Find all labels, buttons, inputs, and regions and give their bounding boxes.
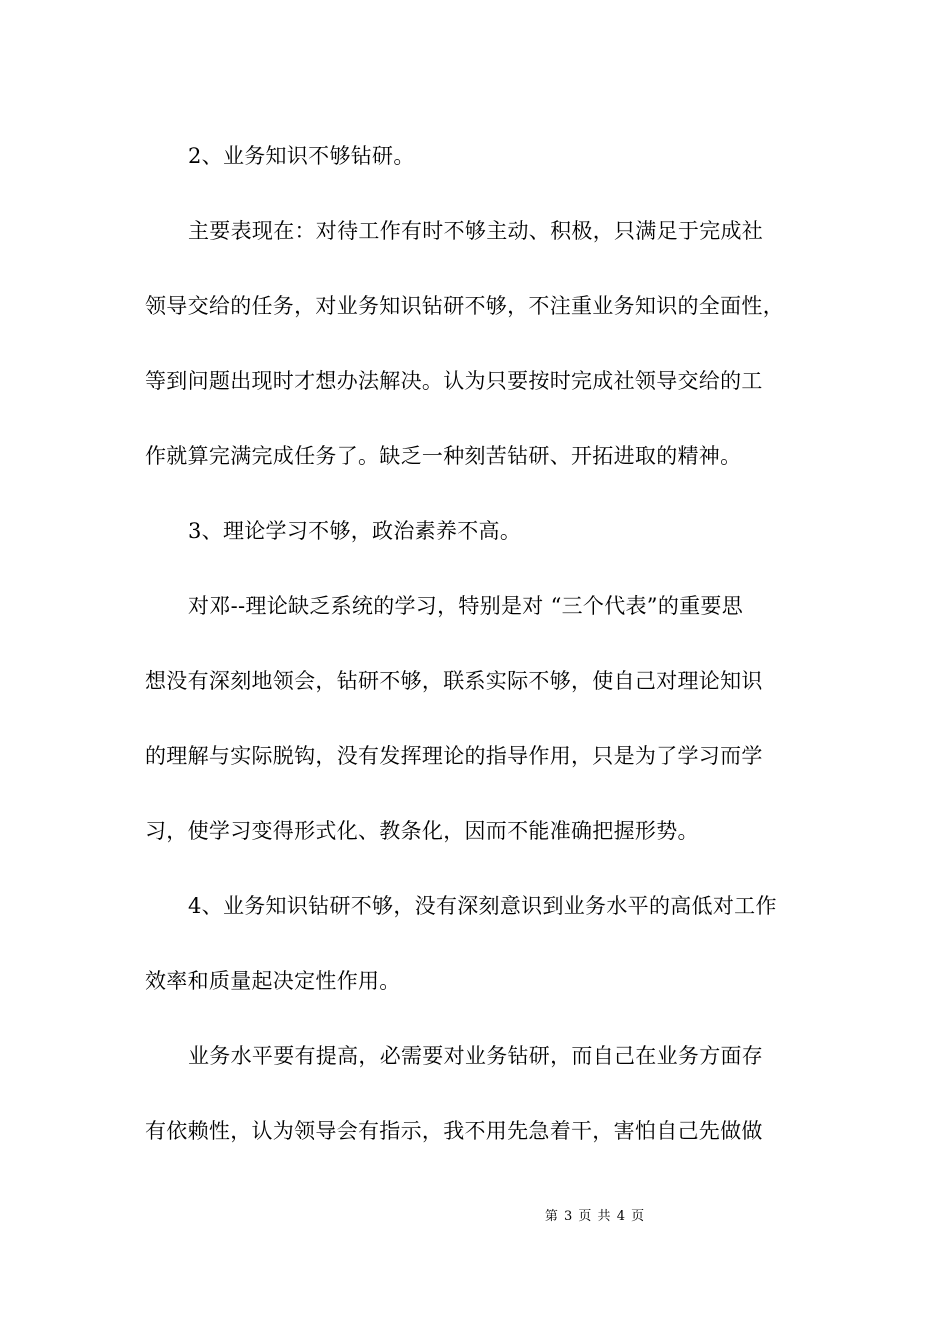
paragraph-line: 业务水平要有提高，必需要对业务钻研，而自己在业务方面存 — [188, 1044, 764, 1068]
paragraph-line: 作就算完满完成任务了。缺乏一种刻苦钻研、开拓进取的精神。 — [145, 444, 742, 468]
section-heading-2: 2、业务知识不够钻研。 — [188, 144, 415, 168]
paragraph-line: 有依赖性，认为领导会有指示，我不用先急着干，害怕自己先做做 — [145, 1119, 763, 1143]
paragraph-line: 领导交给的任务，对业务知识钻研不够，不注重业务知识的全面性， — [145, 294, 784, 318]
paragraph-line: 对邓--理论缺乏系统的学习，特别是对 “三个代表”的重要思 — [188, 594, 744, 618]
paragraph-line: 习，使学习变得形式化、教条化，因而不能准确把握形势。 — [145, 819, 699, 843]
section-heading-4: 4、业务知识钻研不够，没有深刻意识到业务水平的高低对工作 — [188, 894, 777, 918]
paragraph-line: 的理解与实际脱钩，没有发挥理论的指导作用，只是为了学习而学 — [145, 744, 763, 768]
paragraph-line: 效率和质量起决定性作用。 — [145, 969, 401, 993]
section-heading-3: 3、理论学习不够，政治素养不高。 — [188, 519, 522, 543]
page-number-footer: 第 3 页 共 4 页 — [544, 1209, 646, 1224]
paragraph-line: 想没有深刻地领会，钻研不够，联系实际不够，使自己对理论知识 — [145, 669, 763, 693]
paragraph-line: 等到问题出现时才想办法解决。认为只要按时完成社领导交给的工 — [145, 369, 763, 393]
paragraph-line: 主要表现在：对待工作有时不够主动、积极，只满足于完成社 — [188, 219, 764, 243]
